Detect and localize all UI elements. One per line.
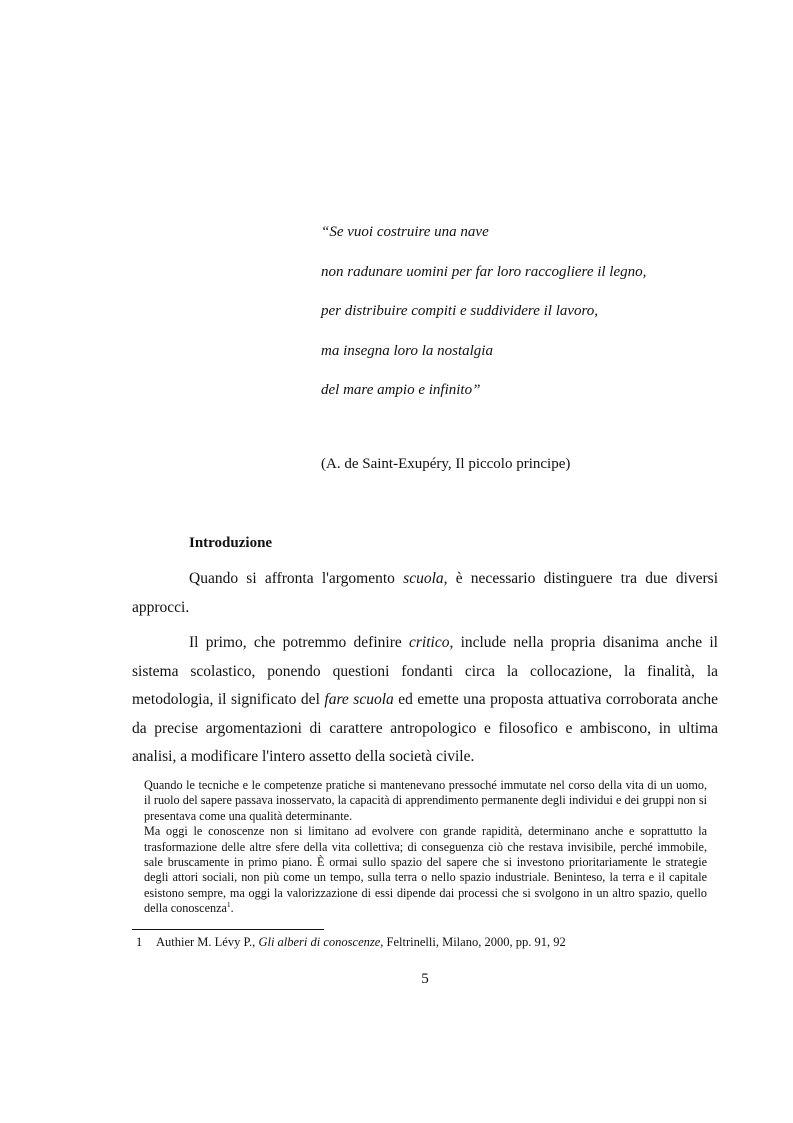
- para1-text: Quando si affronta l'argomento: [189, 570, 404, 587]
- footnote-separator: [132, 929, 324, 930]
- footnote-publication: , Feltrinelli, Milano, 2000, pp. 91, 92: [380, 935, 566, 949]
- para1-emphasis: scuola,: [403, 570, 448, 587]
- epigraph-line: del mare ampio e infinito”: [321, 382, 481, 398]
- para2-text-2: , include nella propria disanima anche il sistema scolastico, ponendo questioni fondanti circa la collocazione, la finalità, la metodologia, il significato del: [132, 634, 718, 708]
- epigraph-line: ma insegna loro la nostalgia: [321, 342, 493, 359]
- epigraph-line: per distribuire compiti e suddividere il lavoro,: [321, 303, 599, 319]
- block-quotation: [144, 778, 707, 917]
- quotation-paragraph-2: [144, 824, 707, 916]
- epigraph-line: non radunare uomini per far loro raccogliere il legno,: [321, 263, 647, 280]
- body-paragraph-1: [132, 565, 718, 622]
- epigraph-line: “Se vuoi costruire una nave: [321, 224, 489, 240]
- para1-text-end: è necessario distinguere tra due diversi approcci.: [132, 570, 718, 616]
- footnote-title: Gli alberi di conoscenze: [258, 935, 381, 949]
- footnote-authors: Authier M. Lévy P.,: [156, 935, 259, 949]
- para2-text-3: ed emette una proposta attuativa corroborata anche da precise argomentazioni di carattere antropologico e filosofico e ambiscono, in ultima analisi, a modificare l'intero assetto della società civile.: [132, 691, 718, 765]
- para2-text-1: Il primo, che potremmo definire: [189, 634, 409, 651]
- footnote: [136, 935, 566, 950]
- para2-emphasis-2: fare scuola: [324, 691, 394, 708]
- quotation-paragraph-1: Quando le tecniche e le competenze pratiche si mantenevano pressoché immutate nel corso della vita di un uomo, il ruolo del sapere passava inosservato, la capacità di apprendimento permanente degli individui e dei gruppi non si presentava come una qualità determinante.: [144, 778, 707, 823]
- footnote-reference[interactable]: 1: [226, 900, 231, 910]
- epigraph-attribution: (A. de Saint-Exupéry, Il piccolo principe): [321, 456, 571, 472]
- page-number: 5: [421, 971, 429, 987]
- section-heading: Introduzione: [189, 535, 273, 551]
- quotation-text: Ma oggi le conoscenze non si limitano ad evolvere con grande rapidità, determinano anche e soprattutto la trasformazione delle altre sfere della vita collettiva; di conseguenza ciò che restava invisibile, perché immobile, sale bruscamente in primo piano. È ormai sullo spazio del sapere che si investono prioritariamente le strategie degli attori sociali, non più come un tempo, sulla terra o nello spazio industriale. Beninteso, la terra e il capitale esistono sempre, ma oggi la valorizzazione di essi dipende dai processi che si svolgono in un altro spazio, quello della conoscenza: [144, 824, 707, 916]
- body-paragraph-2: [132, 629, 718, 772]
- para2-emphasis-1: critico: [408, 634, 450, 651]
- epigraph: [321, 222, 741, 420]
- footnote-number: 1: [136, 935, 143, 949]
- quotation-end-punctuation: .: [230, 901, 234, 916]
